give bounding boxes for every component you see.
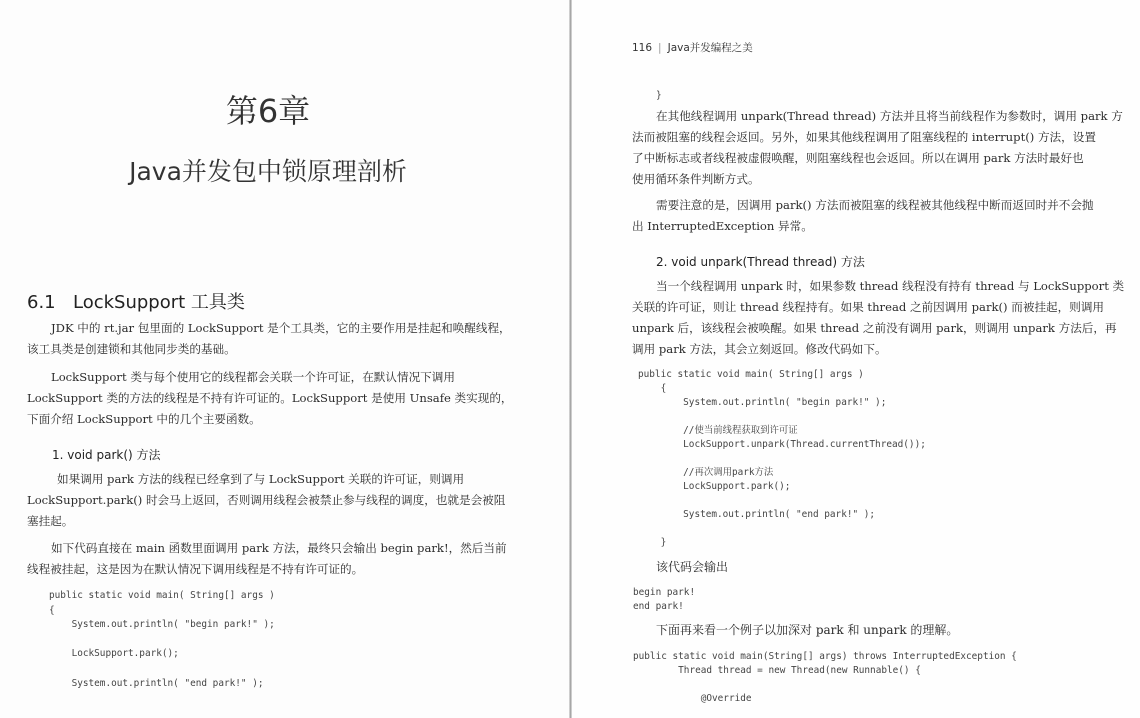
subsection-heading: 1. void park() 方法	[52, 448, 161, 462]
section-title: LockSupport 工具类	[73, 292, 245, 313]
section-number: 6.1	[27, 292, 56, 313]
code-line: public static void main(String[] args) throws InterruptedException {	[633, 651, 1017, 662]
text-line: 在其他线程调用 unpark(Thread thread) 方法并且将当前线程作为参数时，调用 park 方	[656, 109, 1123, 123]
code-line: //使当前线程获取到许可证	[638, 425, 798, 436]
paragraph	[27, 318, 511, 360]
paragraph	[632, 276, 1125, 360]
code-line: LockSupport.park();	[638, 481, 791, 492]
output-label: 该代码会输出	[656, 560, 729, 574]
code-block	[638, 368, 926, 550]
text-line: 需要注意的是，因调用 park() 方法而被阻塞的线程被其他线程中断而返回时并不会抛	[656, 198, 1094, 212]
text-line: LockSupport 类与每个使用它的线程都会关联一个许可证，在默认情况下调用	[51, 370, 455, 384]
code-line: public static void main( String[] args )	[49, 590, 275, 601]
closing-brace: }	[656, 90, 662, 101]
code-line: public static void main( String[] args )	[638, 369, 864, 380]
code-line: System.out.println( "begin park!" );	[49, 619, 275, 631]
text-line: 出 InterruptedException 异常。	[632, 219, 813, 233]
chapter-title: Java并发包中锁原理剖析	[129, 157, 407, 186]
code-line: @Override	[633, 693, 752, 704]
code-line: LockSupport.park();	[49, 648, 179, 660]
text-line: JDK 中的 rt.jar 包里面的 LockSupport 是个工具类，它的主要作用是挂起和唤醒线程，	[51, 321, 511, 335]
paragraph	[27, 538, 511, 580]
code-line: System.out.println( "begin park!" );	[638, 397, 887, 408]
chapter-number: 第6章	[225, 92, 311, 130]
text-line: 关联的许可证，则让 thread 线程持有。如果 thread 之前因调用 park() 而被挂起，则调用	[632, 300, 1105, 314]
running-header: 116 | Java并发编程之美	[632, 42, 753, 54]
text-line: 了中断标志或者线程被虚假唤醒，则阻塞线程也会返回。所以在调用 park 方法时最好也	[632, 151, 1084, 165]
text-line: 法而被阻塞的线程会返回。另外，如果其他线程调用了阻塞线程的 interrupt() 方法，设置	[632, 130, 1096, 144]
text-line: 塞挂起。	[27, 514, 74, 528]
paragraph	[27, 469, 511, 532]
code-line: Thread thread = new Thread(new Runnable() {	[633, 665, 921, 676]
right-page	[572, 0, 1140, 718]
text-line: 该工具类是创建锁和其他同步类的基础。	[27, 342, 236, 356]
code-line: {	[49, 604, 55, 616]
left-page	[0, 0, 569, 718]
code-line: LockSupport.unpark(Thread.currentThread());	[638, 439, 926, 450]
code-line: }	[638, 537, 667, 548]
text-line: LockSupport 类的方法的线程是不持有许可证的。LockSupport 是使用 Unsafe 类实现的，	[27, 391, 513, 405]
text-line: 使用循环条件判断方式。	[632, 172, 760, 186]
code-line: System.out.println( "end park!" );	[638, 509, 876, 520]
paragraph	[632, 195, 1114, 237]
text-line: 当一个线程调用 unpark 时，如果参数 thread 线程没有持有 thread 与 LockSupport 类	[656, 279, 1125, 293]
output-line: begin park!	[633, 587, 696, 598]
code-line: System.out.println( "end park!" );	[49, 677, 264, 689]
paragraph	[632, 106, 1123, 190]
subsection-heading: 2. void unpark(Thread thread) 方法	[656, 255, 865, 269]
page-number: 116	[632, 42, 653, 54]
code-line: //再次调用park方法	[638, 467, 774, 478]
text-line: 如果调用 park 方法的线程已经拿到了与 LockSupport 关联的许可证，则调用	[57, 472, 465, 486]
text-line: unpark 后，该线程会被唤醒。如果 thread 之前没有调用 park，则调用 unpark 方法后，再	[632, 321, 1117, 335]
book-title: Java并发编程之美	[667, 42, 753, 54]
section-heading	[27, 288, 245, 314]
text-line: 线程被挂起，这是因为在默认情况下调用线程是不持有许可证的。	[27, 562, 364, 576]
text-line: 如下代码直接在 main 函数里面调用 park 方法，最终只会输出 begin park!，然后当前	[51, 541, 507, 555]
code-block	[49, 589, 275, 691]
text-line: LockSupport.park() 时会马上返回，否则调用线程会被禁止参与线程的调度，也就是会被阻	[27, 493, 506, 507]
output-block	[633, 586, 695, 614]
text-line: 调用 park 方法，其会立刻返回。修改代码如下。	[632, 342, 887, 356]
paragraph	[27, 367, 511, 430]
code-block	[633, 650, 1017, 706]
code-line: {	[638, 383, 667, 394]
text-line: 下面介绍 LockSupport 中的几个主要函数。	[27, 412, 261, 426]
output-line: end park!	[633, 601, 684, 612]
paragraph: 下面再来看一个例子以加深对 park 和 unpark 的理解。	[656, 623, 959, 637]
